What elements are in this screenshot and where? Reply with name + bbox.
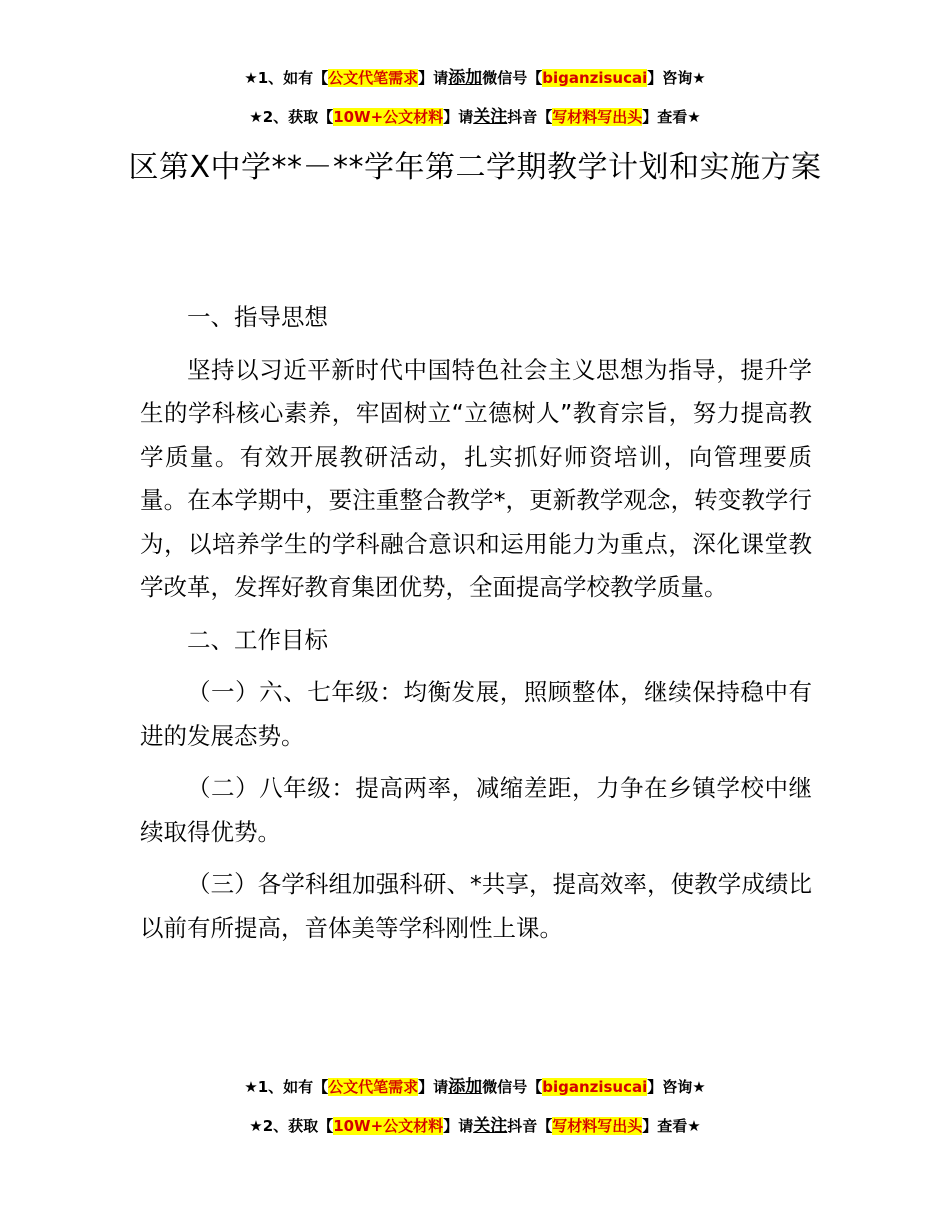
promo-text: 微信号【: [482, 1078, 543, 1096]
promo-line-2-top: [0, 107, 950, 127]
promo-text: 】查看★: [642, 108, 701, 126]
promo-text: 抖音【: [507, 108, 553, 126]
paragraph: （三）各学科组加强科研、*共享，提高效率，使教学成绩比以前有所提高，音体美等学科刚性上课。: [140, 870, 812, 942]
promo-line-2-bottom: [0, 1116, 950, 1136]
promo-highlight: 公文代笔需求: [328, 69, 419, 87]
promo-text: 】咨询★: [647, 1078, 706, 1096]
promo-text: 】查看★: [642, 1117, 701, 1135]
promo-underlined: 添加: [448, 68, 483, 88]
promo-text: 】请: [443, 108, 474, 126]
promo-text: 】请: [418, 1078, 449, 1096]
promo-text: 】请: [443, 1117, 474, 1135]
document-title: 区第Ⅹ中学**－**学年第二学期教学计划和实施方案: [128, 150, 822, 185]
promo-underlined: 添加: [448, 1077, 483, 1097]
promo-line-1-top: [0, 68, 950, 88]
promo-underlined: 关注: [473, 107, 508, 127]
promo-text: ★1、如有【: [244, 69, 329, 87]
promo-text: 】请: [418, 69, 449, 87]
promo-text: 】咨询★: [647, 69, 706, 87]
promo-line-1-bottom: [0, 1077, 950, 1097]
promo-highlight: 写材料写出头: [552, 108, 643, 126]
promo-underlined: 关注: [473, 1116, 508, 1136]
paragraph: （二）八年级：提高两率，减缩差距，力争在乡镇学校中继续取得优势。: [140, 774, 812, 846]
paragraph: 坚持以习近平新时代中国特色社会主义思想为指导，提升学生的学科核心素养，牢固树立“立德树人”教育宗旨，努力提高教学质量。有效开展教研活动，扎实抓好师资培训，向管理要质量。在本学期中，要注重整合教学*，更新教学观念，转变教学行为，以培养学生的学科融合意识和运用能力为重点，深化课堂教学改革，发挥好教育集团优势，全面提高学校教学质量。: [140, 355, 812, 601]
promo-highlight: 10W+公文材料: [333, 1117, 444, 1135]
promo-text: ★1、如有【: [244, 1078, 329, 1096]
promo-highlight: 公文代笔需求: [328, 1078, 419, 1096]
promo-text: ★2、获取【: [249, 1117, 334, 1135]
paragraph: （一）六、七年级：均衡发展，照顾整体，继续保持稳中有进的发展态势。: [140, 678, 812, 750]
document-body: [140, 296, 812, 959]
promo-text: 抖音【: [507, 1117, 553, 1135]
promo-text: 微信号【: [482, 69, 543, 87]
promo-text: ★2、获取【: [249, 108, 334, 126]
promo-highlight: 10W+公文材料: [333, 108, 444, 126]
promo-highlight: biganzisucai: [542, 69, 648, 87]
section-heading: 一、指导思想: [187, 303, 328, 331]
promo-highlight: biganzisucai: [542, 1078, 648, 1096]
section-heading: 二、工作目标: [187, 625, 328, 654]
promo-highlight: 写材料写出头: [552, 1117, 643, 1135]
